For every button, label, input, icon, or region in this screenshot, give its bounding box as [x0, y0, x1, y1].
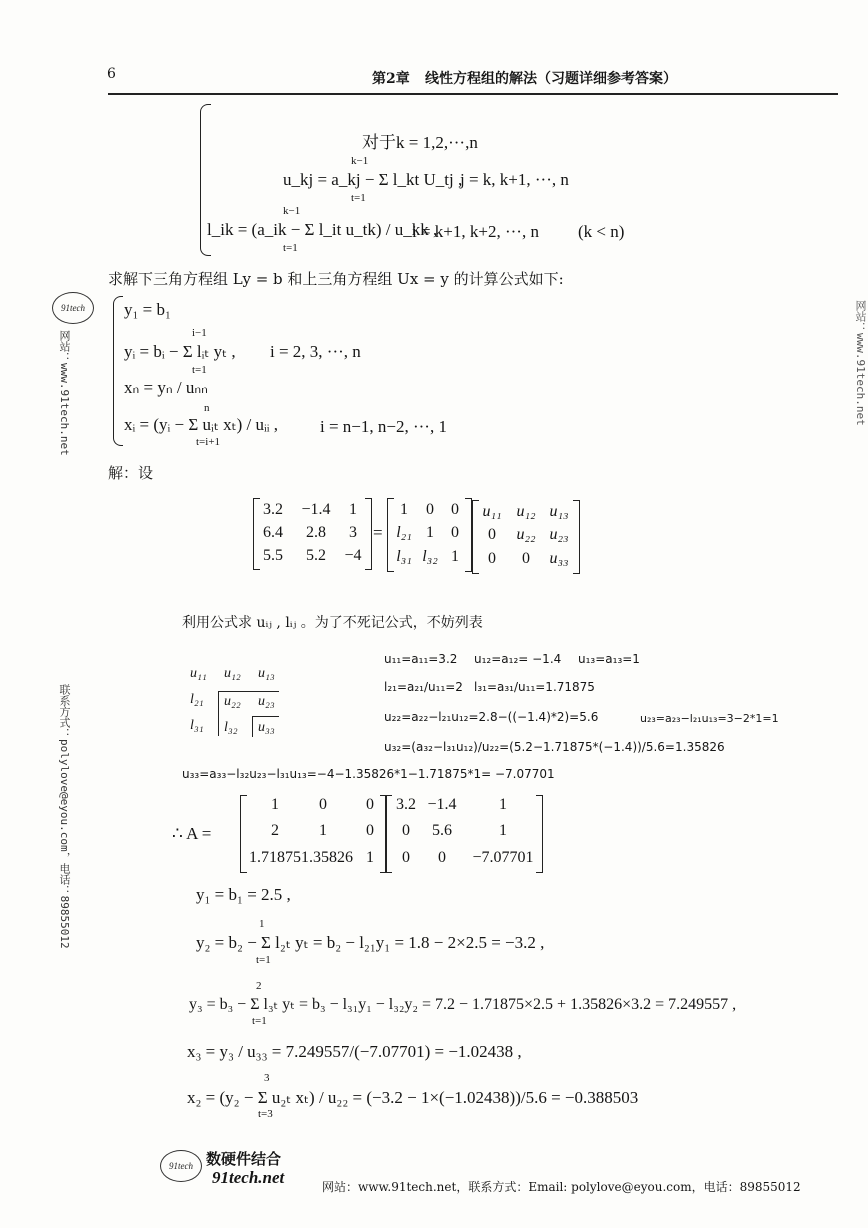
matrix-cell: l₂₁: [396, 524, 412, 541]
matrix-cell: 1: [499, 796, 507, 813]
matrix-cell: u₂₃: [549, 526, 569, 543]
matrix-cell: 0: [438, 849, 446, 866]
factorization-prefix: ∴ A =: [172, 824, 212, 843]
matrix-cell: 1: [319, 822, 327, 839]
computation: u₁₃=a₁₃=1: [578, 652, 640, 666]
chapter-title: 线性方程组的解法（习题详细参考答案）: [425, 71, 677, 87]
lu-l-sum-top: k−1: [283, 205, 301, 217]
matrix-cell: −4: [344, 547, 362, 564]
matrix-cell: 0: [451, 524, 459, 541]
matrix-cell: 2.8: [306, 524, 326, 541]
tri-xi: xᵢ = (yᵢ − Σ uᵢₜ xₜ) / uᵢᵢ ,: [124, 415, 279, 434]
matrix-cell: 0: [522, 550, 530, 567]
grid-cell: u₁₁: [190, 666, 207, 681]
chapter-label: 第2章: [372, 71, 410, 87]
matrix-cell: 2: [271, 822, 279, 839]
matrix-cell: 1: [499, 822, 507, 839]
matrix-cell: u₂₂: [516, 526, 536, 543]
tri-yi-bot: t=1: [192, 364, 207, 376]
lu-l-cond: (k < n): [578, 222, 625, 241]
computation: l₃₁=a₃₁/u₁₁=1.71875: [474, 680, 595, 694]
grid-cell: u₁₂: [224, 666, 241, 681]
matrix-cell: 1: [451, 548, 459, 565]
tri-yi-range: i = 2, 3, ···, n: [270, 342, 361, 361]
step-x3: x₃ = y₃ / u₃₃ = 7.249557/(−7.07701) = −1.02438 ,: [187, 1042, 522, 1061]
step-y3-bot: t=1: [252, 1015, 267, 1027]
matrix-cell: 0: [451, 501, 459, 518]
matrix-cell: 1: [271, 796, 279, 813]
matrix-cell: l₃₂: [422, 548, 438, 565]
triangle-brace: [113, 296, 123, 446]
matrix-cell: 1.71875: [249, 849, 301, 866]
triangle-intro: 求解下三角方程组 Ly = b 和上三角方程组 Ux = y 的计算公式如下:: [108, 270, 564, 288]
matrix-cell: 1: [349, 501, 357, 518]
grid-cell: u₁₃: [258, 666, 275, 681]
matrix-cell: 3: [349, 524, 357, 541]
computation: u₂₃=a₂₃−l₂₁u₁₃=3−2*1=1: [640, 712, 779, 725]
footer-logo-en: 91tech.net: [212, 1168, 285, 1187]
lu-for-k: 对于k = 1,2,···,n: [362, 133, 478, 152]
grid-cell: u₂₂: [224, 694, 241, 709]
header-rule: [108, 93, 838, 95]
matrix-cell: 5.5: [263, 547, 283, 564]
step-y1: y₁ = b₁ = 2.5 ,: [196, 885, 291, 904]
lu-l-row: l_ik = (a_ik − Σ l_it u_tk) / u_kk ,: [207, 220, 438, 239]
matrix-cell: 0: [488, 526, 496, 543]
matrix-cell: 1: [400, 501, 408, 518]
step-y2-top: 1: [259, 918, 265, 930]
lu-l-sum-bot: t=1: [283, 242, 298, 254]
table-intro: 利用公式求 uᵢⱼ , lᵢⱼ 。为了不死记公式，不妨列表: [182, 615, 483, 631]
tri-xn: xₙ = yₙ / uₙₙ: [124, 378, 208, 397]
page-number: 6: [107, 66, 116, 82]
computation: u₃₂=(a₃₂−l₃₁u₁₂)/u₂₂=(5.2−1.71875*(−1.4))/5.6=1.35826: [384, 740, 725, 754]
step-x2: x₂ = (y₂ − Σ u₂ₜ xₜ) / u₂₂ = (−3.2 − 1×(−1.02438))/5.6 = −0.388503: [187, 1088, 639, 1107]
matrix-cell: 3.2: [263, 501, 283, 518]
matrix-cell: u₁₂: [516, 503, 536, 520]
side-logo: 91tech: [52, 292, 94, 324]
tri-xi-bot: t=i+1: [196, 436, 221, 448]
matrix-cell: −1.4: [427, 796, 457, 813]
matrix-cell: 3.2: [396, 796, 416, 813]
lu-u-sum-top: k−1: [351, 155, 369, 167]
step-x2-bot: t=3: [258, 1108, 273, 1120]
lu-u-sum-bot: t=1: [351, 192, 366, 204]
side-website-right: 网站：www.91tech.net: [854, 300, 867, 426]
step-y3-top: 2: [256, 980, 262, 992]
grid-cell: u₃₃: [258, 720, 275, 735]
tri-yi: yᵢ = bᵢ − Σ lᵢₜ yₜ ,: [124, 342, 236, 361]
side-contact-left: 联系方式：polylove@eyou.com，电话：89855012: [58, 684, 71, 949]
matrix-cell: l₃₁: [396, 548, 412, 565]
grid-cell: l₃₁: [190, 718, 204, 733]
solution-label: 解：设: [108, 464, 154, 482]
grid-cell: u₂₃: [258, 694, 275, 709]
equals-sign: =: [373, 523, 383, 542]
computation: l₂₁=a₂₁/u₁₁=2: [384, 680, 463, 694]
matrix-cell: 1.35826: [301, 849, 353, 866]
matrix-cell: u₃₃: [549, 550, 569, 567]
matrix-cell: 0: [402, 822, 410, 839]
matrix-cell: 0: [366, 822, 374, 839]
grid-cell: l₂₁: [190, 692, 204, 707]
matrix-cell: u₁₃: [549, 503, 569, 520]
matrix-cell: −1.4: [301, 501, 331, 518]
matrix-cell: 6.4: [263, 524, 283, 541]
side-website-left: 网站：www.91tech.net: [58, 330, 71, 456]
footer-logo-cn: 数硬件结合: [206, 1150, 282, 1168]
computation: u₂₂=a₂₂−l₂₁u₁₂=2.8−((−1.4)*2)=5.6: [384, 710, 599, 724]
computation: u₁₂=a₁₂= −1.4: [474, 652, 562, 666]
computation: u₁₁=a₁₁=3.2: [384, 652, 458, 666]
step-y2: y₂ = b₂ − Σ l₂ₜ yₜ = b₂ − l₂₁y₁ = 1.8 − 2×2.5 = −3.2 ,: [196, 933, 545, 952]
tri-xi-range: i = n−1, n−2, ···, 1: [320, 417, 447, 436]
matrix-cell: 0: [402, 849, 410, 866]
matrix-cell: 5.2: [306, 547, 326, 564]
lu-u-row: u_kj = a_kj − Σ l_kt U_tj ,: [283, 170, 463, 189]
lu-u-range: j = k, k+1, ···, n: [460, 170, 569, 189]
matrix-cell: 5.6: [432, 822, 452, 839]
matrix-cell: 0: [319, 796, 327, 813]
matrix-cell: 0: [366, 796, 374, 813]
grid-cell: l₃₂: [224, 720, 238, 735]
tri-xi-top: n: [204, 402, 210, 414]
matrix-cell: 0: [488, 550, 496, 567]
matrix-cell: u₁₁: [482, 503, 502, 520]
matrix-cell: 0: [426, 501, 434, 518]
footer-text: 网站：www.91tech.net，联系方式：Email: polylove@eyou.com，电话：89855012: [322, 1180, 801, 1194]
matrix-cell: 1: [426, 524, 434, 541]
tri-y1: y₁ = b₁: [124, 300, 171, 319]
lu-l-range: i = k+1, k+2, ···, n: [412, 222, 539, 241]
matrix-cell: −7.07701: [472, 849, 534, 866]
step-y2-bot: t=1: [256, 954, 271, 966]
matrix-cell: 1: [366, 849, 374, 866]
tri-yi-top: i−1: [192, 327, 207, 339]
step-y3: y₃ = b₃ − Σ l₃ₜ yₜ = b₃ − l₃₁y₁ − l₃₂y₂ = 7.2 − 1.71875×2.5 + 1.35826×3.2 = 7.249557 ,: [189, 996, 737, 1013]
computation: u₃₃=a₃₃−l₃₂u₂₃−l₃₁u₁₃=−4−1.35826*1−1.71875*1= −7.07701: [182, 767, 555, 781]
step-x2-top: 3: [264, 1072, 270, 1084]
